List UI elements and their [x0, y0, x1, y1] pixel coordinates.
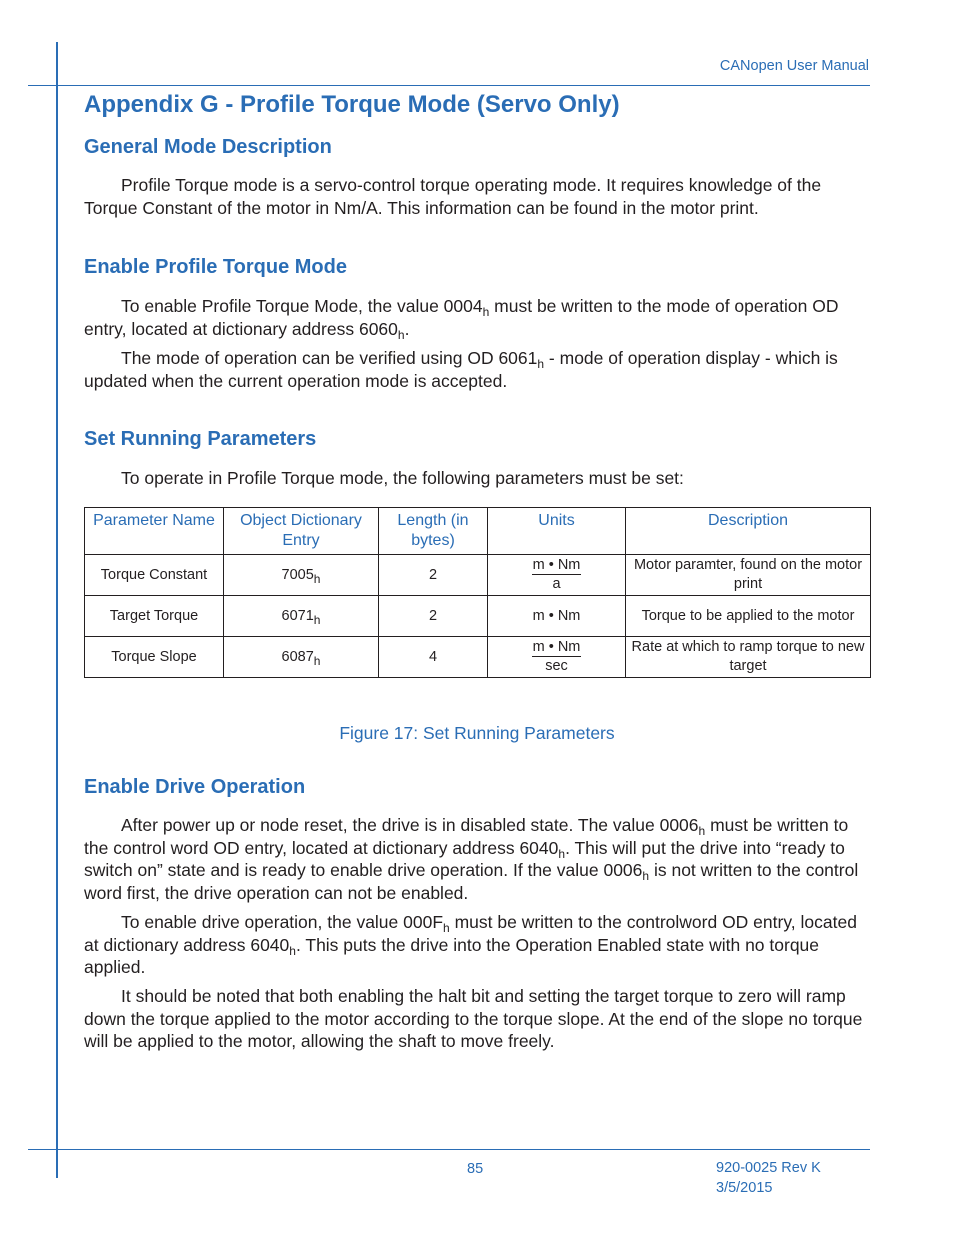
running-intro: To operate in Profile Torque mode, the following parameters must be set:	[121, 468, 684, 488]
enable-mode-heading: Enable Profile Torque Mode	[84, 256, 347, 278]
left-margin-rule	[56, 86, 58, 1178]
column-header: Object Dictionary Entry	[224, 508, 379, 555]
cell-units: $\frac{m • Nm}{\sec}$	[488, 637, 626, 678]
footer-rule	[28, 1149, 870, 1150]
column-header: Units	[488, 508, 626, 555]
appendix-title: Appendix G - Profile Torque Mode (Servo Only)	[84, 91, 620, 118]
table-row	[85, 596, 871, 637]
running-parameters-table	[84, 507, 871, 678]
cell-description: Motor paramter, found on the motor print	[626, 555, 871, 596]
general-heading: General Mode Description	[84, 136, 332, 158]
running-heading: Set Running Parameters	[84, 428, 317, 450]
enable-mode-paragraph-2: The mode of operation can be verified using OD $6061_h$ - mode of operation display - which is updated when the current operation mode is accepted.	[84, 348, 838, 391]
cell-parameter-name: Torque Constant	[85, 555, 224, 596]
general-paragraph: Profile Torque mode is a servo-control torque operating mode. It requires knowledge of the Torque Constant of the motor in Nm/A. This information can be found in the motor print.	[84, 175, 822, 218]
drive-paragraph-3: It should be noted that both enabling the halt bit and setting the target torque to zero will ramp down the torque applied to the motor according to the torque slope. At the end of the slope no torque will be applied to the motor, allowing the shaft to move freely.	[84, 986, 863, 1051]
drive-paragraph-2: To enable drive operation, the value $000F_h$ must be written to the controlword OD entry, located at dictionary address $6040_h$. This puts the drive into the Operation Enabled state with no torque applied.	[84, 912, 857, 977]
cell-od-entry: $6071_h$	[224, 596, 379, 637]
cell-length: 2	[379, 555, 488, 596]
cell-units: $\frac{m • Nm}{a}$	[488, 555, 626, 596]
cell-length: 4	[379, 637, 488, 678]
cell-units: m • Nm	[488, 596, 626, 637]
page-number: 85	[467, 1161, 484, 1177]
cell-description: Torque to be applied to the motor	[626, 596, 871, 637]
figure-caption: Figure 17: Set Running Parameters	[339, 723, 615, 743]
revision-number: 920-0025 Rev K	[716, 1160, 821, 1176]
left-margin-rule-top	[56, 42, 58, 86]
table-row	[85, 637, 871, 678]
table-header-row	[85, 508, 871, 555]
cell-description: Rate at which to ramp torque to new target	[626, 637, 871, 678]
column-header: Parameter Name	[85, 508, 224, 555]
cell-parameter-name: Target Torque	[85, 596, 224, 637]
header-rule	[28, 85, 870, 86]
drive-paragraph-1: After power up or node reset, the drive is in disabled state. The value $0006_h$ must be written to the control word OD entry, located at dictionary address $6040_h$. This will put the drive into “ready to switch on” state and is ready to enable drive operation. If the value $0006_h$ is not written to the control word first, the drive operation can not be enabled.	[84, 815, 859, 903]
cell-od-entry: $7005_h$	[224, 555, 379, 596]
cell-parameter-name: Torque Slope	[85, 637, 224, 678]
revision-date: 3/5/2015	[716, 1180, 773, 1196]
document-revision	[716, 1158, 821, 1198]
drive-heading: Enable Drive Operation	[84, 776, 306, 798]
column-header: Description	[626, 508, 871, 555]
manual-title: CANopen User Manual	[719, 58, 869, 74]
cell-od-entry: $6087_h$	[224, 637, 379, 678]
column-header: Length (in bytes)	[379, 508, 488, 555]
cell-length: 2	[379, 596, 488, 637]
enable-mode-paragraph-1: To enable Profile Torque Mode, the value $0004_h$ must be written to the mode of operation OD entry, located at dictionary address $6060_h$.	[84, 296, 839, 342]
table-row	[85, 555, 871, 596]
